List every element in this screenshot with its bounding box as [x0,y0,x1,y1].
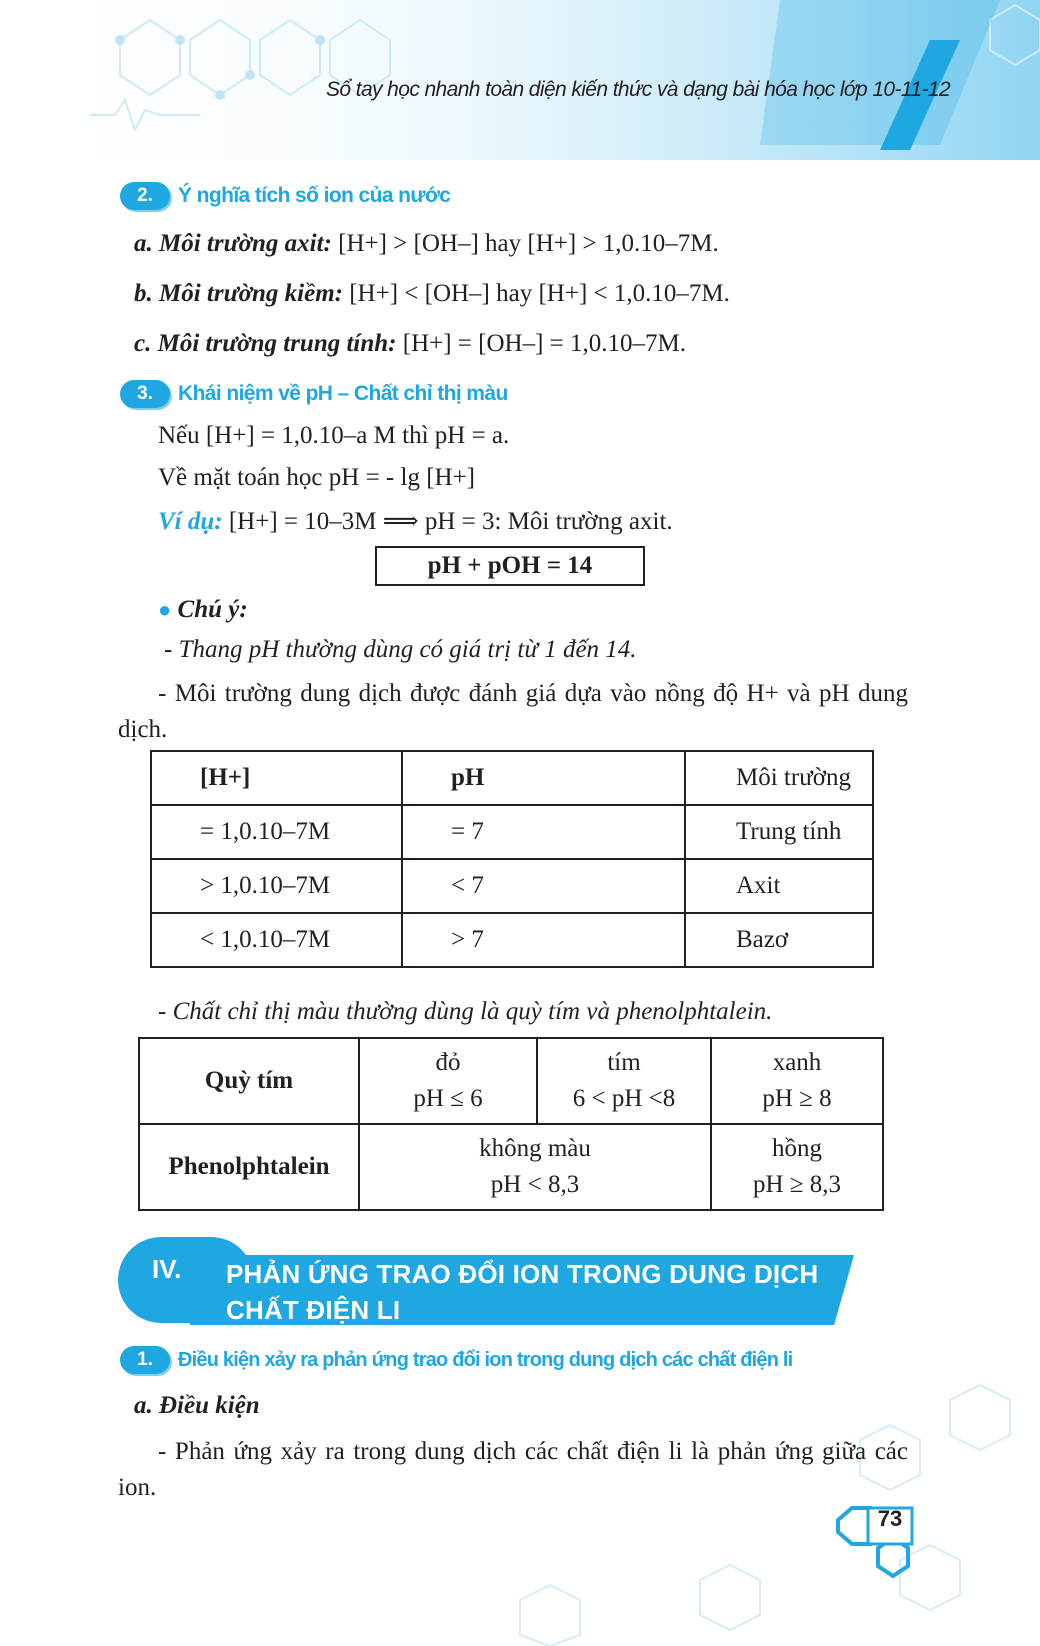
neutral-line [134,330,686,358]
color-label: đỏ [435,1049,461,1076]
color-label: tím [607,1049,641,1076]
section-4-title [226,1256,818,1328]
ph-poh-formula: pH + pOH = 14 [375,546,645,586]
litmus-blue-cell [711,1038,883,1124]
phenolphthalein-row [139,1124,883,1210]
litmus-name: Quỳ tím [139,1038,359,1124]
subsection-1-title: Điều kiện xảy ra phản ứng trao đổi ion trong dung dịch các chất điện li [178,1348,793,1371]
neutral-text: [H+] = [OH–] = 1,0.10–7M. [402,330,686,357]
header-environment: Môi trường [685,751,873,805]
acid-label: a. Môi trường axit: [134,230,332,257]
note-2: - Môi trường dung dịch được đánh giá dựa vào nồng độ H+ và pH dung dịch. [118,680,908,743]
section-3-title: Khái niệm về pH – Chất chỉ thị màu [178,382,508,405]
header-ph: pH [402,751,685,805]
cell-ph: > 7 [402,913,685,967]
cell-environment: Bazơ [685,913,873,967]
ph-range: 6 < pH <8 [572,1085,676,1112]
table-row [151,859,873,913]
note-heading [158,596,248,624]
litmus-purple-cell [537,1038,711,1124]
example-line [158,506,673,536]
color-label: xanh [772,1049,822,1076]
ph-range: pH ≤ 6 [413,1085,483,1112]
example-text: [H+] = 10–3M ⟹ pH = 3: Môi trường axit. [228,508,673,535]
section-4-title-line-1: PHẢN ỨNG TRAO ĐỔI ION TRONG DUNG DỊCH [226,1259,819,1289]
example-label: Ví dụ: [158,508,223,535]
section-2-heading [120,182,450,210]
phenolphthalein-colorless-cell [359,1124,711,1210]
header-h-ion: [H+] [151,751,402,805]
ph-range: pH < 8,3 [490,1171,580,1198]
cell-h-ion: = 1,0.10–7M [151,805,402,859]
base-text: [H+] < [OH–] hay [H+] < 1,0.10–7M. [349,280,730,307]
condition-label: a. Điều kiện [134,1392,260,1419]
condition-text: - Phản ứng xảy ra trong dung dịch các chất điện li là phản ứng giữa các ion. [118,1438,908,1501]
indicator-table [138,1037,884,1211]
section-2-number: 2. [120,182,170,210]
ph-definition: Nếu [H+] = 1,0.10–a M thì pH = a. [158,422,510,449]
section-4-number: IV. [152,1254,182,1284]
ph-math: Về mặt toán học pH = - lg [H+] [158,464,476,491]
ph-range: pH ≥ 8 [762,1085,832,1112]
color-label: không màu [479,1135,591,1162]
table-row [151,913,873,967]
book-header-title: Sổ tay học nhanh toàn diện kiến thức và dạng bài hóa học lớp 10-11-12 [326,78,951,101]
phenolphthalein-name: Phenolphtalein [139,1124,359,1210]
cell-environment: Trung tính [685,805,873,859]
cell-h-ion: < 1,0.10–7M [151,913,402,967]
cell-ph: < 7 [402,859,685,913]
base-line [134,280,730,308]
subsection-1-number: 1. [120,1346,170,1374]
section-4-title-line-2: CHẤT ĐIỆN LI [226,1295,401,1325]
bullet-icon: ● [158,597,172,622]
neutral-label: c. Môi trường trung tính: [134,330,397,357]
table-row [151,805,873,859]
base-label: b. Môi trường kiềm: [134,280,343,307]
section-2-title: Ý nghĩa tích số ion của nước [178,184,451,207]
color-label: hồng [772,1135,822,1162]
subsection-1-heading [120,1346,792,1374]
cell-environment: Axit [685,859,873,913]
note-label: Chú ý: [177,596,248,623]
section-3-heading [120,380,508,408]
cell-ph: = 7 [402,805,685,859]
table-header-row [151,751,873,805]
ph-environment-table [150,750,874,968]
page-number: 73 [877,1506,903,1531]
indicator-note: - Chất chỉ thị màu thường dùng là quỳ tím và phenolphtalein. [158,998,773,1025]
litmus-red-cell [359,1038,537,1124]
ph-range: pH ≥ 8,3 [752,1171,842,1198]
litmus-row [139,1038,883,1124]
phenolphthalein-pink-cell [711,1124,883,1210]
cell-h-ion: > 1,0.10–7M [151,859,402,913]
acid-text: [H+] > [OH–] hay [H+] > 1,0.10–7M. [338,230,719,257]
section-3-number: 3. [120,380,170,408]
acid-line [134,230,719,258]
note-1: - Thang pH thường dùng có giá trị từ 1 đến 14. [164,636,637,663]
